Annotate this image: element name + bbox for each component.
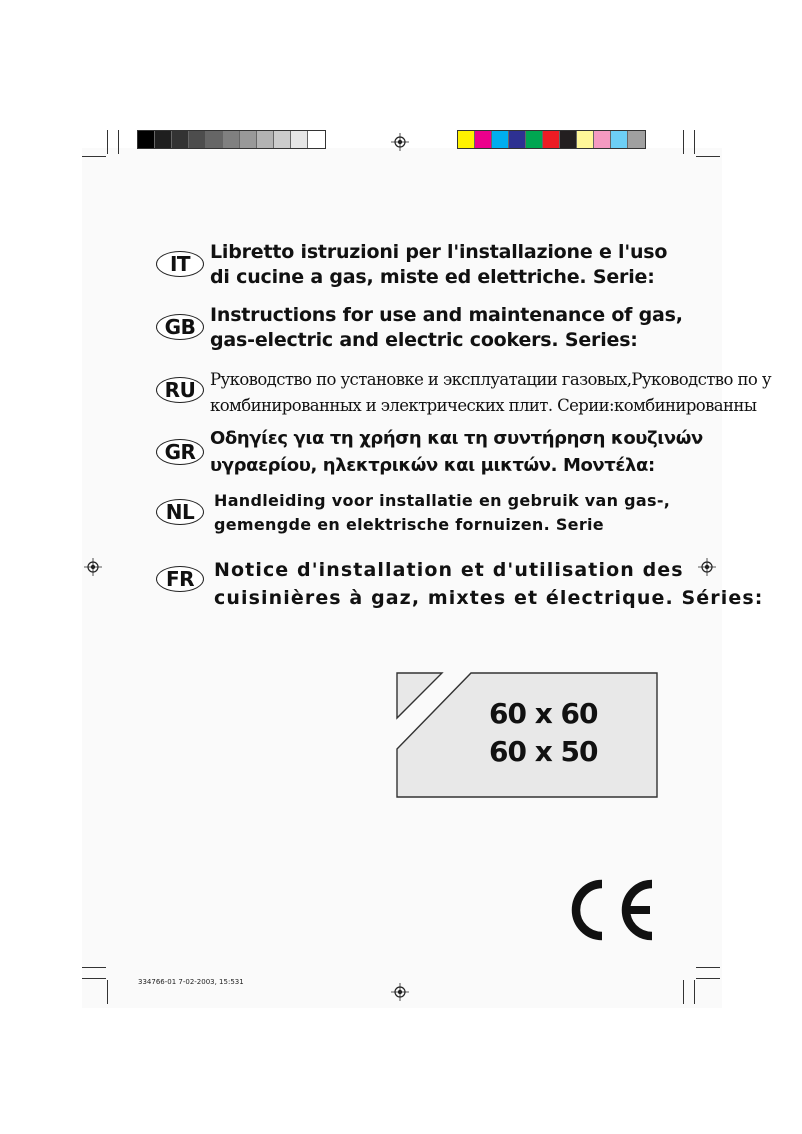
title-line: Руководство по установке и эксплуатации газовых,Руководство по у — [210, 370, 771, 389]
color-swatch — [223, 131, 240, 148]
language-badge: IT — [156, 251, 204, 277]
color-swatch — [308, 131, 325, 148]
color-swatch — [274, 131, 291, 148]
color-swatch — [560, 131, 577, 148]
color-swatch — [611, 131, 628, 148]
title-line: di cucine a gas, miste ed elettriche. Serie: — [210, 266, 655, 288]
title-line: комбинированных и электрических плит. Серии:комбинированны — [210, 396, 757, 415]
color-swatch — [155, 131, 172, 148]
color-swatch — [509, 131, 526, 148]
color-swatch — [458, 131, 475, 148]
model-size-60x60: 60 x 60 — [489, 697, 598, 730]
registration-mark-icon — [391, 133, 409, 151]
color-swatch — [257, 131, 274, 148]
color-swatch — [189, 131, 206, 148]
language-badge: NL — [156, 499, 204, 525]
color-swatch — [594, 131, 611, 148]
title-line: Libretto istruzioni per l'installazione e l'uso — [210, 241, 668, 263]
color-swatch — [577, 131, 594, 148]
color-swatch — [240, 131, 257, 148]
registration-mark-icon — [84, 558, 102, 576]
title-line: Notice d'installation et d'utilisation des — [214, 559, 684, 581]
color-swatch — [526, 131, 543, 148]
title-line: gas-electric and electric cookers. Series: — [210, 329, 638, 351]
registration-mark-icon — [391, 983, 409, 1001]
print-job-code: 334766-01 7-02-2003, 15:531 — [138, 978, 244, 986]
language-badge: FR — [156, 566, 204, 592]
process-color-bar — [457, 130, 646, 149]
title-line: Handleiding voor installatie en gebruik van gas-, — [214, 491, 671, 510]
color-swatch — [543, 131, 560, 148]
language-badge: GB — [156, 314, 204, 340]
title-line: cuisinières à gaz, mixtes et électrique. Séries: — [214, 587, 764, 609]
color-swatch — [138, 131, 155, 148]
color-swatch — [206, 131, 223, 148]
grayscale-color-bar — [137, 130, 326, 149]
color-swatch — [172, 131, 189, 148]
title-line: υγραερίου, ηλεκτρικών και μικτών. Μοντέλα: — [210, 455, 655, 476]
color-swatch — [475, 131, 492, 148]
color-swatch — [628, 131, 645, 148]
ce-mark-icon — [568, 878, 656, 942]
title-line: Instructions for use and maintenance of gas, — [210, 304, 683, 326]
title-line: gemengde en elektrische fornuizen. Serie — [214, 515, 604, 534]
language-badge: GR — [156, 439, 204, 465]
title-line: Οδηγίες για τη χρήση και τη συντήρηση κουζινών — [210, 428, 703, 449]
model-size-60x50: 60 x 50 — [489, 735, 598, 768]
language-badge: RU — [156, 377, 204, 403]
color-swatch — [492, 131, 509, 148]
color-swatch — [291, 131, 308, 148]
